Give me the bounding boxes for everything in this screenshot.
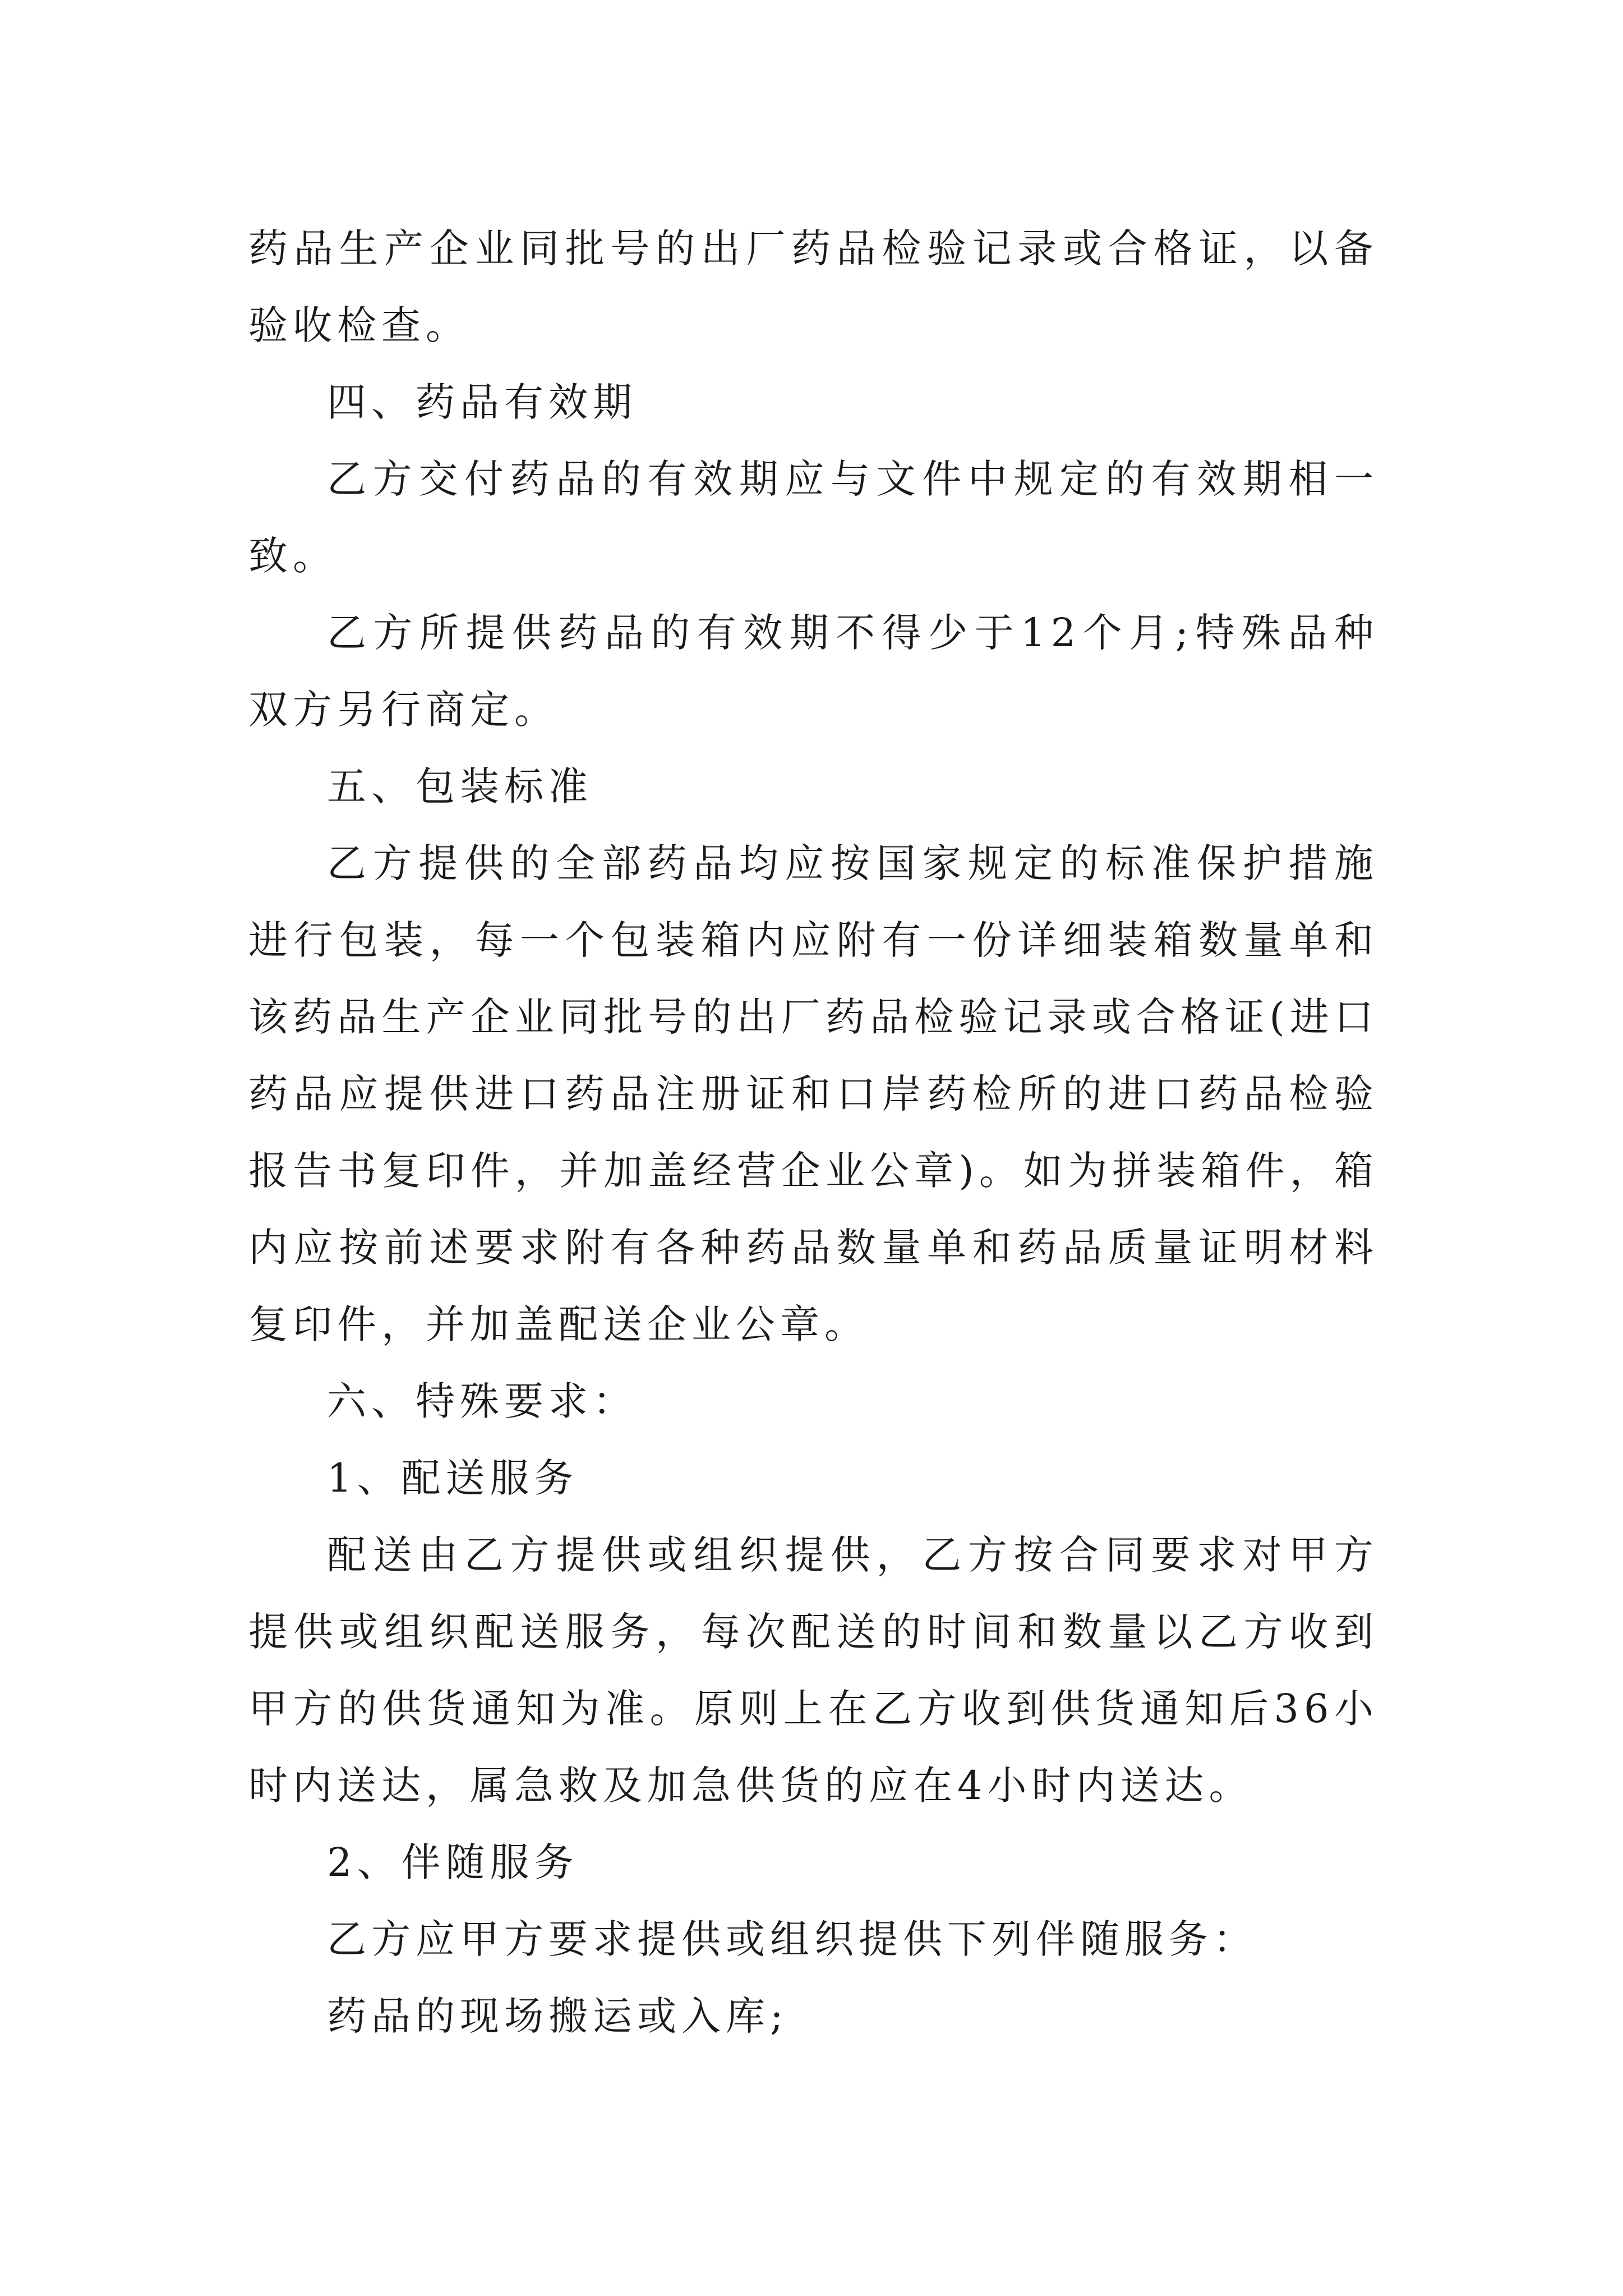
section-heading-special-requirements: 六、特殊要求： [327,1378,637,1424]
paragraph-shelf-life-consistency: 乙方交付药品的有效期应与文件中规定的有效期相一致。 [248,456,1378,579]
paragraph-shelf-life-minimum: 乙方所提供药品的有效期不得少于12个月;特殊品种双方另行商定。 [248,610,1378,733]
subheading-delivery-service: 1、配送服务 [327,1455,579,1501]
continuation-paragraph: 药品生产企业同批号的出厂药品检验记录或合格证，以备验收检查。 [248,226,1378,348]
paragraph-onsite-handling: 药品的现场搬运或入库; [327,1993,789,2039]
paragraph-accompanying-service-intro: 乙方应甲方要求提供或组织提供下列伴随服务： [327,1916,1257,1962]
section-heading-shelf-life: 四、药品有效期 [327,379,637,425]
section-heading-packaging: 五、包装标准 [327,763,593,809]
subheading-accompanying-service: 2、伴随服务 [327,1839,579,1885]
document-body [248,210,1378,2055]
paragraph-packaging-standard: 乙方提供的全部药品均应按国家规定的标准保护措施进行包装，每一个包装箱内应附有一份详细装箱数量单和该药品生产企业同批号的出厂药品检验记录或合格证(进口药品应提供进口药品注册证和口岸药检所的进口药品检验报告书复印件，并加盖经营企业公章)。如为拼装箱件，箱内应按前述要求附有各种药品数量单和药品质量证明材料复印件，并加盖配送企业公章。 [248,840,1378,1347]
paragraph-delivery-service: 配送由乙方提供或组织提供，乙方按合同要求对甲方提供或组织配送服务，每次配送的时间和数量以乙方收到甲方的供货通知为准。原则上在乙方收到供货通知后36小时内送达，属急救及加急供货的应在4小时内送达。 [248,1532,1378,1809]
